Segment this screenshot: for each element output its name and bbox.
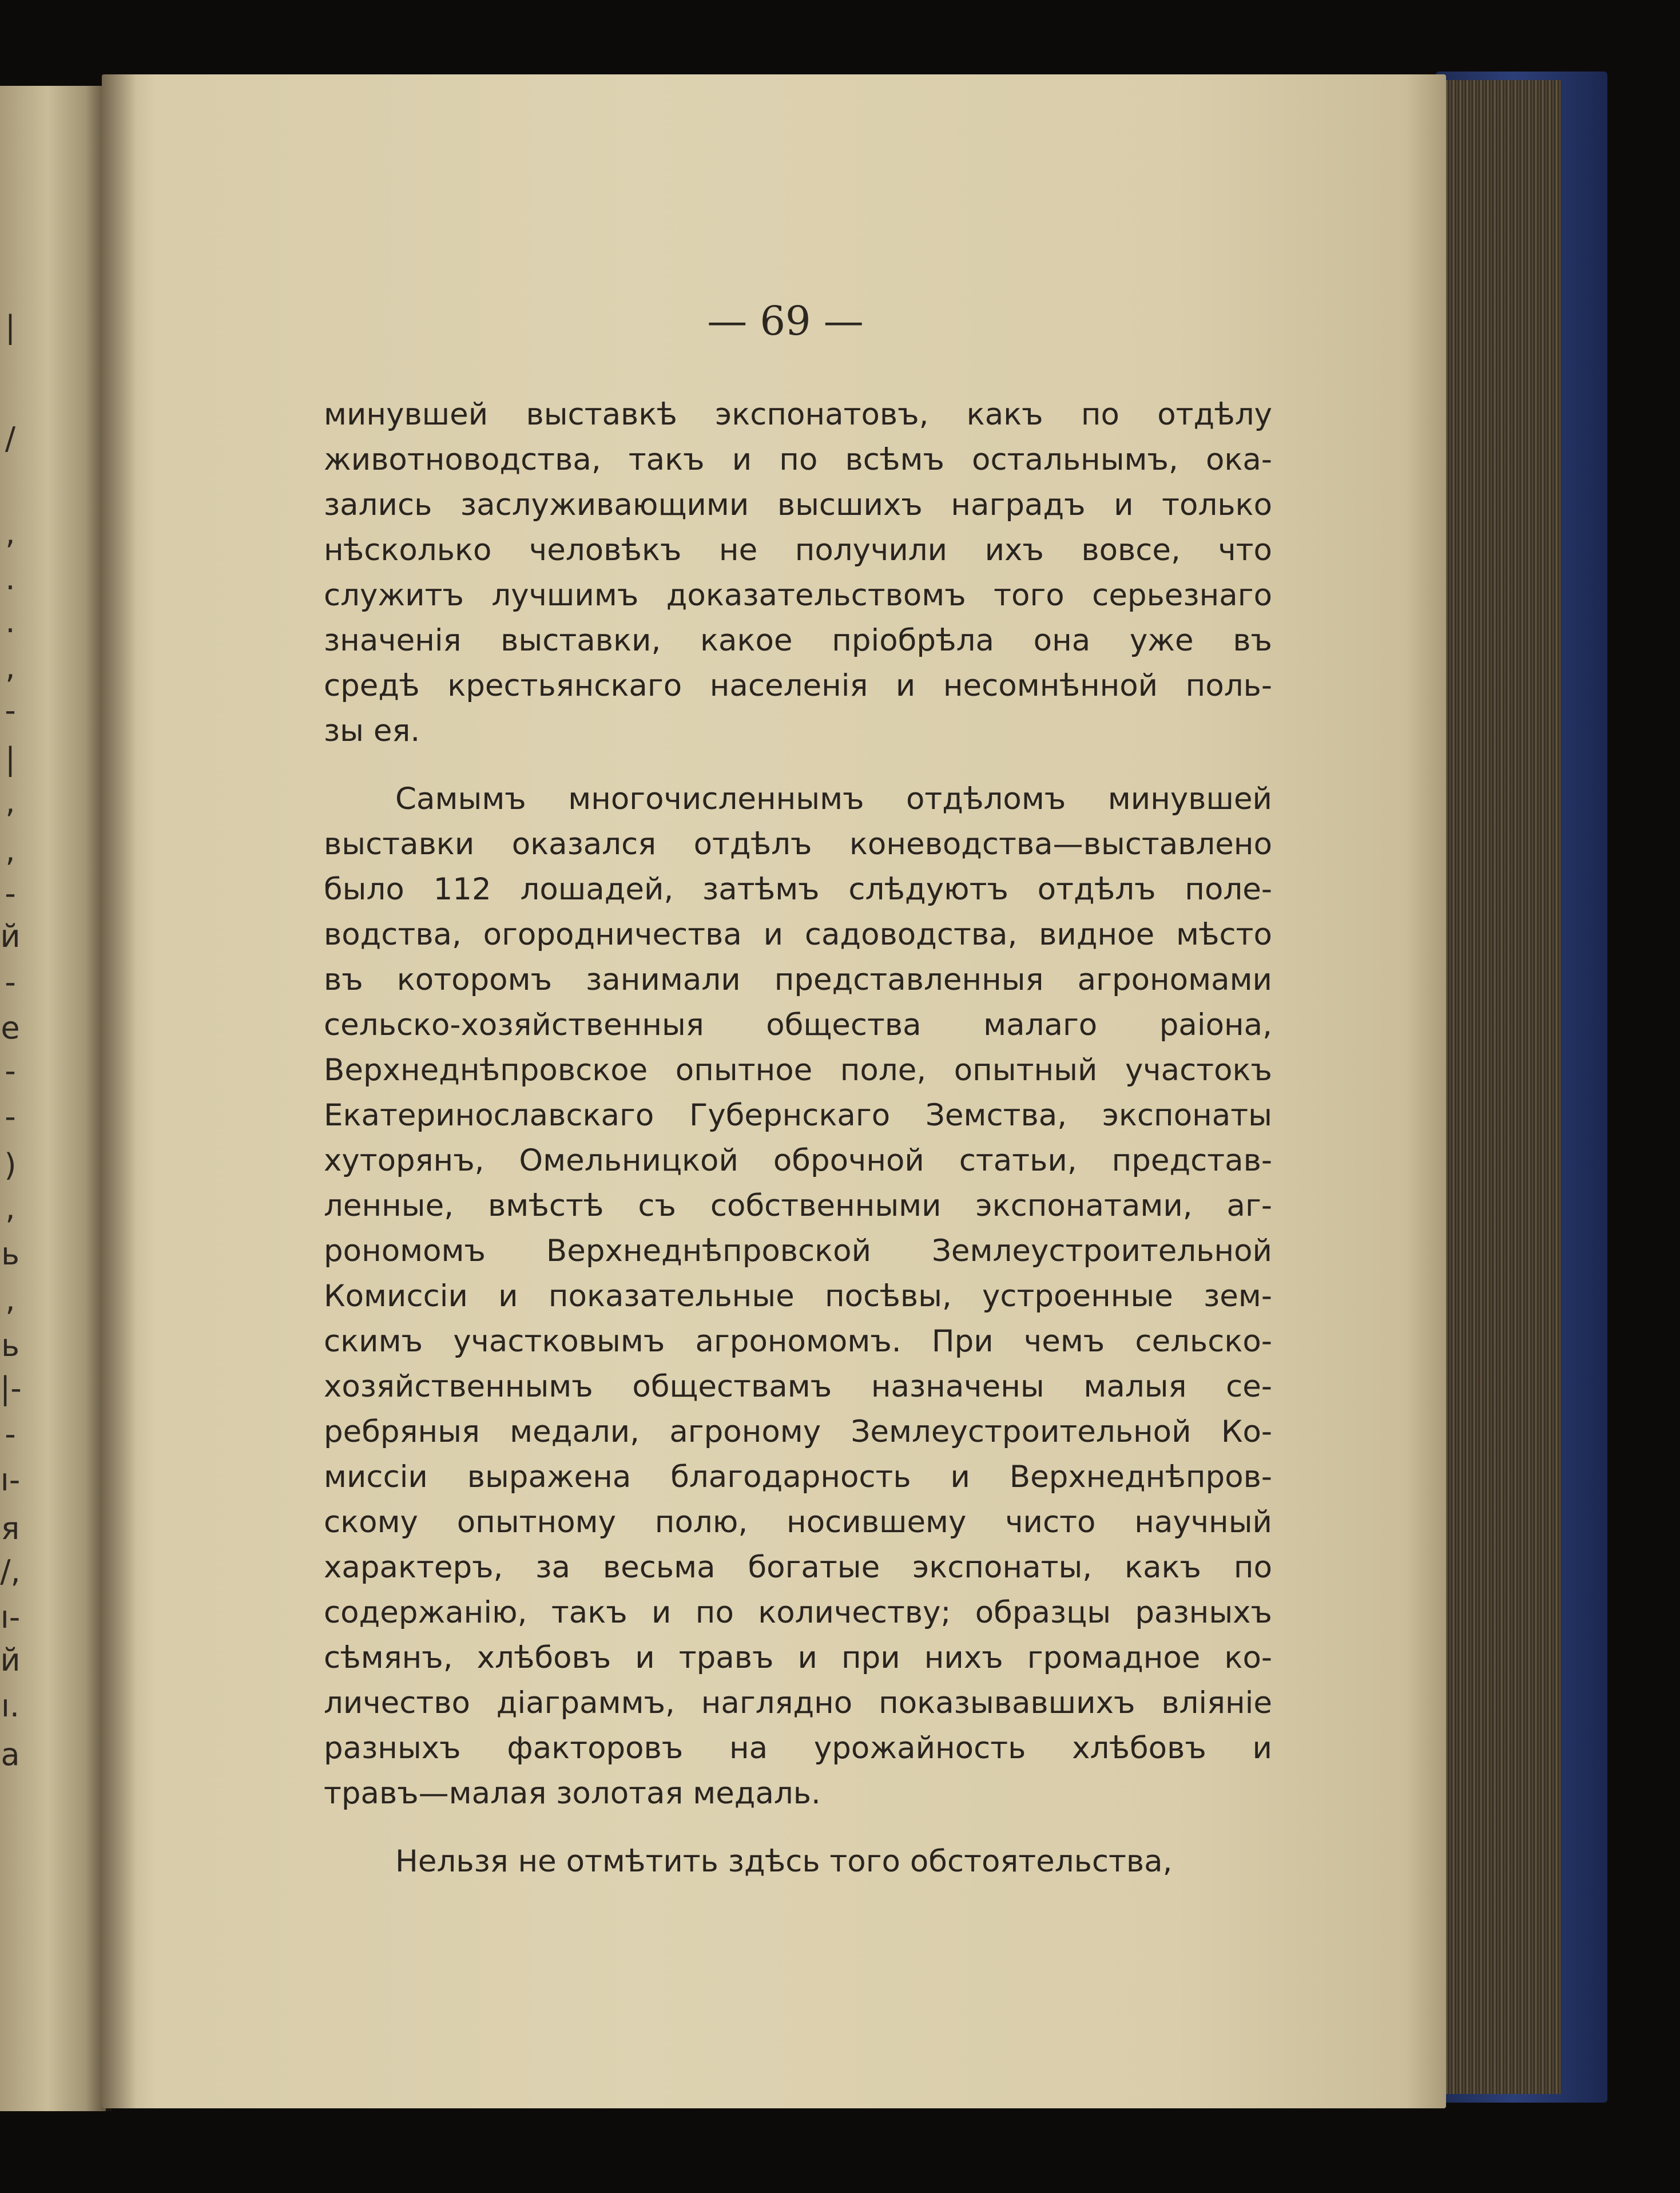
left-page-fragment: .: [5, 604, 15, 640]
text-line: разныхъ факторовъ на урожайность хлѣбовъ и: [324, 1731, 1272, 1766]
left-page-fragment: я: [1, 1510, 20, 1546]
left-page-fragment: ,: [5, 649, 15, 685]
text-line: водства, огородничества и садоводства, видное мѣсто: [324, 917, 1272, 952]
text-line: личество діаграммъ, наглядно показывавшихъ вліяніе: [324, 1686, 1272, 1720]
text-line: миссіи выражена благодарность и Верхнеднѣпров-: [324, 1460, 1272, 1494]
paragraph-gap: [324, 1816, 1272, 1839]
text-line: минувшей выставкѣ экспонатовъ, какъ по отдѣлу: [324, 397, 1272, 432]
left-page-fragment: /,: [0, 1553, 21, 1589]
left-page-fragment: -: [5, 1053, 16, 1089]
text-line: служитъ лучшимъ доказательствомъ того серьезнаго: [324, 578, 1272, 613]
page-number: — 69 —: [707, 298, 864, 344]
left-page-fragment: ): [4, 1147, 17, 1183]
text-line: содержанію, такъ и по количеству; образцы разныхъ: [324, 1595, 1272, 1630]
left-page-fragment: ı-: [0, 1462, 21, 1498]
left-page-fragment: -: [5, 1416, 16, 1452]
left-page-fragment: |: [5, 741, 16, 777]
text-line: зались заслуживающими высшихъ наградъ и только: [324, 487, 1272, 522]
text-line: средѣ крестьянскаго населенія и несомнѣнной поль-: [324, 668, 1272, 703]
text-line: скому опытному полю, носившему чисто научный: [324, 1505, 1272, 1540]
left-page-fragment: ı-: [0, 1599, 21, 1635]
left-page-fragment: ь: [1, 1236, 19, 1272]
text-line: Комиссіи и показательные посѣвы, устроенные зем-: [324, 1279, 1272, 1314]
text-line: хозяйственнымъ обществамъ назначены малыя се-: [324, 1369, 1272, 1404]
text-line: Екатеринославскаго Губернскаго Земства, экспонаты: [324, 1098, 1272, 1133]
text-line: зы ея.: [324, 713, 420, 748]
text-line: травъ—малая золотая медаль.: [324, 1776, 821, 1811]
left-page-fragment: /: [5, 421, 16, 457]
left-page-fragment: й: [0, 918, 21, 954]
text-line: значенія выставки, какое пріобрѣла она уже въ: [324, 623, 1272, 658]
left-page-fragment: -: [5, 964, 16, 1000]
text-line: нѣсколько человѣкъ не получили ихъ вовсе, что: [324, 533, 1272, 568]
text-line: хуторянъ, Омельницкой оброчной статьи, представ-: [324, 1143, 1272, 1178]
text-line: въ которомъ занимали представленныя агрономами: [324, 962, 1272, 997]
page-body: [324, 392, 1272, 1884]
right-page: [102, 74, 1446, 2108]
left-page-fragment: а: [1, 1736, 20, 1772]
text-line: было 112 лошадей, затѣмъ слѣдуютъ отдѣлъ поле-: [324, 872, 1272, 907]
text-line: ленные, вмѣстѣ съ собственными экспонатами, аг-: [324, 1188, 1272, 1223]
text-line: сѣмянъ, хлѣбовъ и травъ и при нихъ громадное ко-: [324, 1640, 1272, 1675]
left-page-fragment: ı.: [1, 1688, 20, 1724]
left-page-fragment: ,: [5, 515, 15, 551]
paragraph-gap: [324, 754, 1272, 776]
text-line: рономомъ Верхнеднѣпровской Землеустроительной: [324, 1234, 1272, 1268]
left-page-fragment: е: [1, 1010, 20, 1046]
left-page-fragment: й: [0, 1642, 21, 1678]
text-line: выставки оказался отдѣлъ коневодства—выставлено: [324, 827, 1272, 862]
text-line: Верхнеднѣпровское опытное поле, опытный участокъ: [324, 1053, 1272, 1088]
left-page-fragment: |: [5, 309, 16, 345]
left-page-fragment: ь: [1, 1327, 19, 1363]
left-page-fragment: .: [5, 561, 15, 597]
left-page-fragment: ,: [5, 832, 15, 869]
left-page-fragment: ,: [5, 1190, 15, 1226]
left-page-fragment: |-: [0, 1370, 22, 1406]
page-stack-edges: [1441, 80, 1562, 2094]
gutter-shadow: [102, 74, 136, 2108]
text-line: скимъ участковымъ агрономомъ. При чемъ сельско-: [324, 1324, 1272, 1359]
text-line: характеръ, за весьма богатые экспонаты, какъ по: [324, 1550, 1272, 1585]
text-line: Нельзя не отмѣтить здѣсь того обстоятельства,: [395, 1844, 1173, 1879]
left-page-fragment: ,: [5, 1282, 15, 1318]
left-page-fragment: -: [5, 875, 16, 911]
left-page-fragment: -: [5, 692, 16, 728]
left-page-fragment: ,: [5, 784, 15, 820]
text-line: животноводства, такъ и по всѣмъ остальнымъ, ока-: [324, 442, 1272, 477]
text-line: Самымъ многочисленнымъ отдѣломъ минувшей: [395, 782, 1272, 816]
text-line: сельско-хозяйственныя общества малаго раіона,: [324, 1008, 1272, 1042]
text-line: ребряныя медали, агроному Землеустроительной Ко-: [324, 1414, 1272, 1449]
left-page-fragment: -: [5, 1099, 16, 1135]
